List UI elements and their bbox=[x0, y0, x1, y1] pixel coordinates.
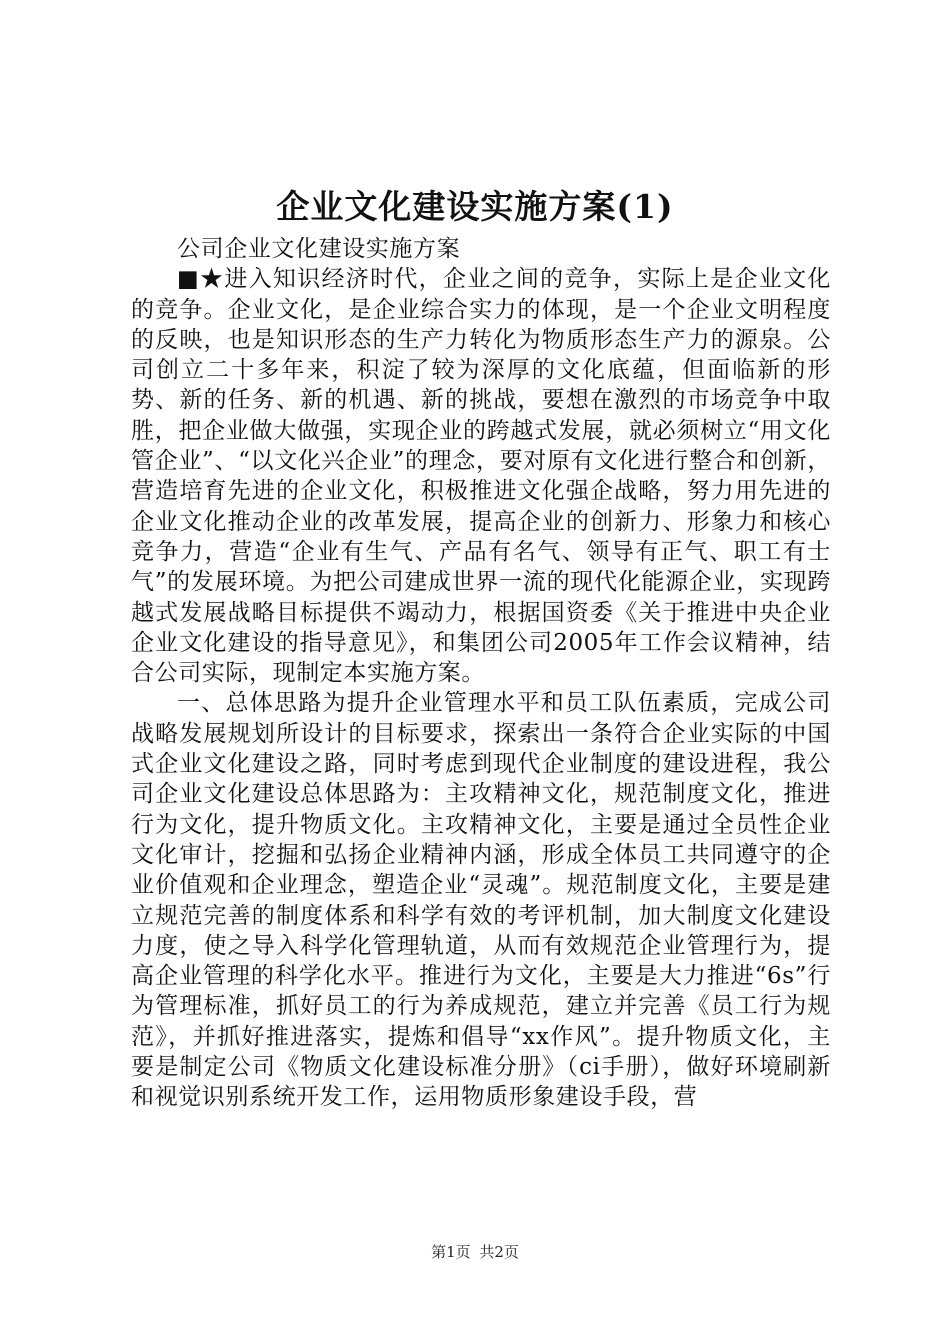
paragraph-intro: ■★进入知识经济时代，企业之间的竞争，实际上是企业文化的竞争。企业文化，是企业综合实力的体现，是一个企业文明程度的反映，也是知识形态的生产力转化为物质形态生产力的源泉。公司创立二十多年来，积淀了较为深厚的文化底蕴，但面临新的形势、新的任务、新的机遇、新的挑战，要想在激烈的市场竞争中取胜，把企业做大做强，实现企业的跨越式发展，就必须树立“用文化管企业”、“以文化兴企业”的理念，要对原有文化进行整合和创新，营造培育先进的企业文化，积极推进文化强企战略，努力用先进的企业文化推动企业的改革发展，提高企业的创新力、形象力和核心竞争力，营造“企业有生气、产品有名气、领导有正气、职工有士气”的发展环境。为把公司建成世界一流的现代化能源企业，实现跨越式发展战略目标提供不竭动力，根据国资委《关于推进中央企业企业文化建设的指导意见》，和集团公司2005年工作会议精神，结合公司实际，现制定本实施方案。 bbox=[131, 266, 831, 687]
page-footer bbox=[0, 1242, 950, 1262]
paragraph-subtitle: 公司企业文化建设实施方案 bbox=[177, 236, 461, 262]
page-number: 第1页 bbox=[431, 1243, 471, 1261]
document-body bbox=[131, 234, 831, 1113]
document-title: 企业文化建设实施方案(1) bbox=[276, 187, 674, 226]
page-total: 共2页 bbox=[479, 1243, 519, 1261]
paragraph-section-1: 一、总体思路为提升企业管理水平和员工队伍素质，完成公司战略发展规划所设计的目标要求，探索出一条符合企业实际的中国式企业文化建设之路，同时考虑到现代企业制度的建设进程，我公司企业文化建设总体思路为：主攻精神文化，规范制度文化，推进行为文化，提升物质文化。主攻精神文化，主要是通过全员性企业文化审计，挖掘和弘扬企业精神内涵，形成全体员工共同遵守的企业价值观和企业理念，塑造企业“灵魂”。规范制度文化，主要是建立规范完善的制度体系和科学有效的考评机制，加大制度文化建设力度，使之导入科学化管理轨道，从而有效规范企业管理行为，提高企业管理的科学化水平。推进行为文化，主要是大力推进“6s”行为管理标准，抓好员工的行为养成规范，建立并完善《员工行为规范》，并抓好推进落实，提炼和倡导“xx作风”。提升物质文化，主要是制定公司《物质文化建设标准分册》（ci手册），做好环境刷新和视觉识别系统开发工作，运用物质形象建设手段，营 bbox=[131, 690, 831, 1111]
